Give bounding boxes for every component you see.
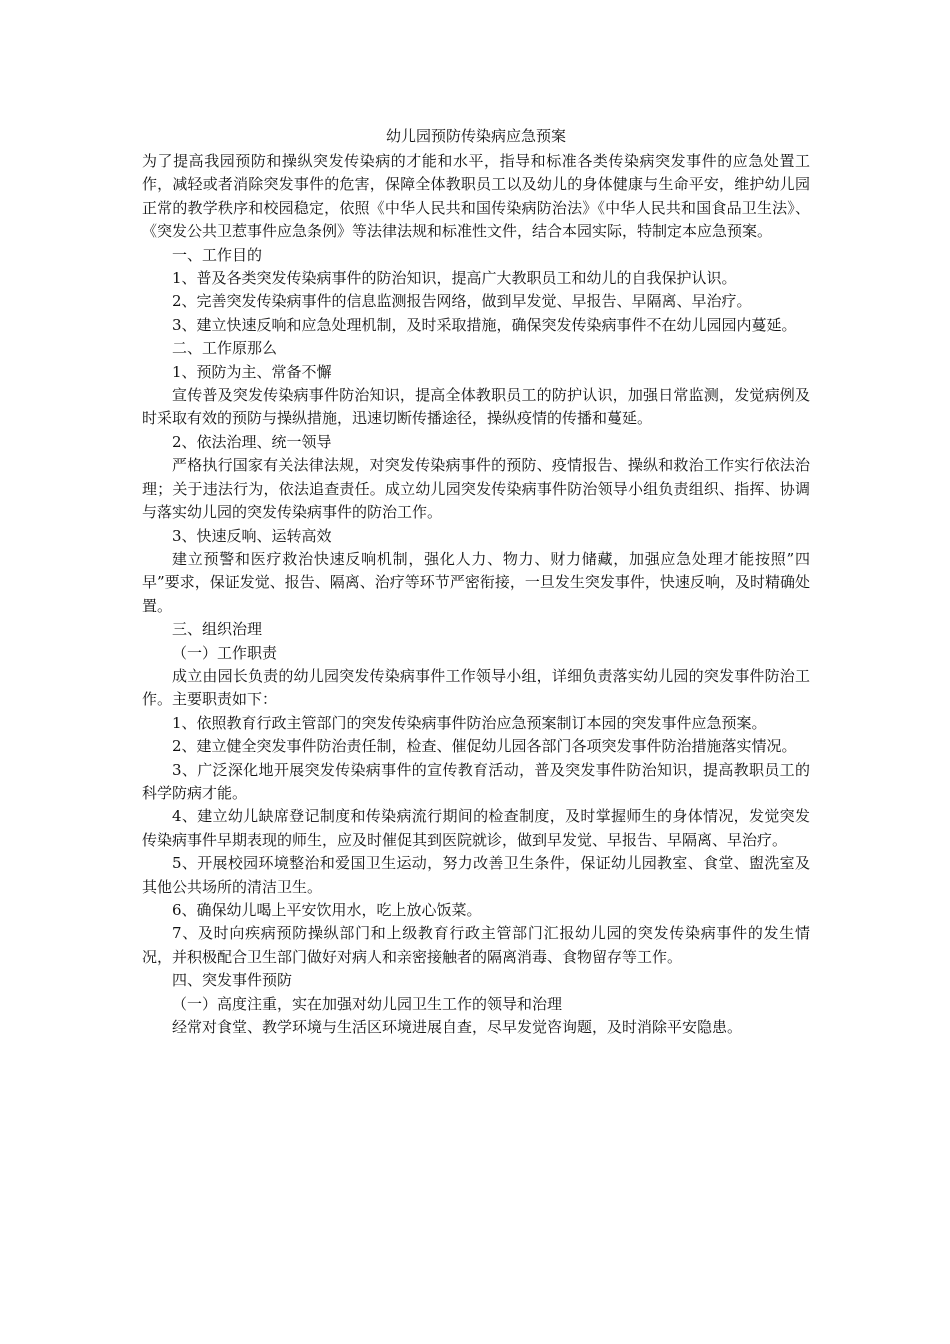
paragraph: 4、建立幼儿缺席登记制度和传染病流行期间的检查制度，及时掌握师生的身体情况，发觉突发传染病事件早期表现的师生，应及时催促其到医院就诊，做到早发觉、早报告、早隔离、早治疗。 bbox=[142, 807, 810, 849]
paragraph: 二、工作原那么 bbox=[172, 339, 278, 358]
document-body bbox=[142, 150, 810, 1039]
paragraph: 为了提高我园预防和操纵突发传染病的才能和水平，指导和标准各类传染病突发事件的应急处置工作，减轻或者消除突发事件的危害，保障全体教职员工以及幼儿的身体健康与生命平安，维护幼儿园正常的教学秩序和校园稳定，依照《中华人民共和国传染病防治法》《中华人民共和国食品卫生法》、《突发公共卫惹事件应急条例》等法律法规和标准性文件，结合本园实际，特制定本应急预案。 bbox=[142, 152, 810, 241]
paragraph: 5、开展校园环境整治和爱国卫生运动，努力改善卫生条件，保证幼儿园教室、食堂、盥洗室及其他公共场所的清洁卫生。 bbox=[142, 854, 810, 896]
paragraph: 2、完善突发传染病事件的信息监测报告网络，做到早发觉、早报告、早隔离、早治疗。 bbox=[172, 292, 752, 311]
paragraph: 2、依法治理、统一领导 bbox=[172, 432, 332, 451]
paragraph: 四、突发事件预防 bbox=[172, 971, 293, 990]
document-title: 幼儿园预防传染病应急预案 bbox=[385, 127, 566, 145]
paragraph: 1、预防为主、常备不懈 bbox=[172, 362, 332, 381]
paragraph: 3、建立快速反响和应急处理机制，及时采取措施，确保突发传染病事件不在幼儿园园内蔓延。 bbox=[172, 315, 797, 334]
paragraph: 建立预警和医疗救治快速反响机制，强化人力、物力、财力储藏，加强应急处理才能按照”四早”要求，保证发觉、报告、隔离、治疗等环节严密衔接，一旦发生突发事件，快速反响，及时精确处置。 bbox=[142, 549, 810, 615]
paragraph: 宣传普及突发传染病事件防治知识，提高全体教职员工的防护认识，加强日常监测，发觉病例及时采取有效的预防与操纵措施，迅速切断传播途径，操纵疫情的传播和蔓延。 bbox=[142, 386, 810, 428]
paragraph: （一）高度注重，实在加强对幼儿园卫生工作的领导和治理 bbox=[172, 994, 563, 1013]
paragraph: （一）工作职责 bbox=[172, 643, 278, 662]
paragraph: 7、及时向疾病预防操纵部门和上级教育行政主管部门汇报幼儿园的突发传染病事件的发生情况，并积极配合卫生部门做好对病人和亲密接触者的隔离消毒、食物留存等工作。 bbox=[142, 924, 810, 966]
paragraph: 6、确保幼儿喝上平安饮用水，吃上放心饭菜。 bbox=[172, 901, 482, 919]
paragraph: 3、广泛深化地开展突发传染病事件的宣传教育活动，普及突发事件防治知识，提高教职员工的科学防病才能。 bbox=[142, 760, 810, 802]
paragraph: 1、普及各类突发传染病事件的防治知识，提高广大教职员工和幼儿的自我保护认识。 bbox=[172, 269, 737, 288]
paragraph: 3、快速反响、运转高效 bbox=[172, 526, 332, 545]
document-page bbox=[142, 124, 810, 1039]
paragraph: 1、依照教育行政主管部门的突发传染病事件防治应急预案制订本园的突发事件应急预案。 bbox=[172, 713, 767, 732]
paragraph: 一、工作目的 bbox=[172, 245, 263, 264]
paragraph: 成立由园长负责的幼儿园突发传染病事件工作领导小组，详细负责落实幼儿园的突发事件防治工作。主要职责如下： bbox=[142, 666, 810, 709]
paragraph: 三、组织治理 bbox=[172, 620, 263, 639]
paragraph: 严格执行国家有关法律法规，对突发传染病事件的预防、疫情报告、操纵和救治工作实行依法治理；关于违法行为，依法追查责任。成立幼儿园突发传染病事件防治领导小组负责组织、指挥、协调与落实幼儿园的突发传染病事件的防治工作。 bbox=[142, 456, 810, 522]
paragraph: 2、建立健全突发事件防治责任制，检查、催促幼儿园各部门各项突发事件防治措施落实情况。 bbox=[172, 737, 797, 756]
paragraph: 经常对食堂、教学环境与生活区环境进展自查，尽早发觉咨询题，及时消除平安隐患。 bbox=[172, 1018, 743, 1037]
